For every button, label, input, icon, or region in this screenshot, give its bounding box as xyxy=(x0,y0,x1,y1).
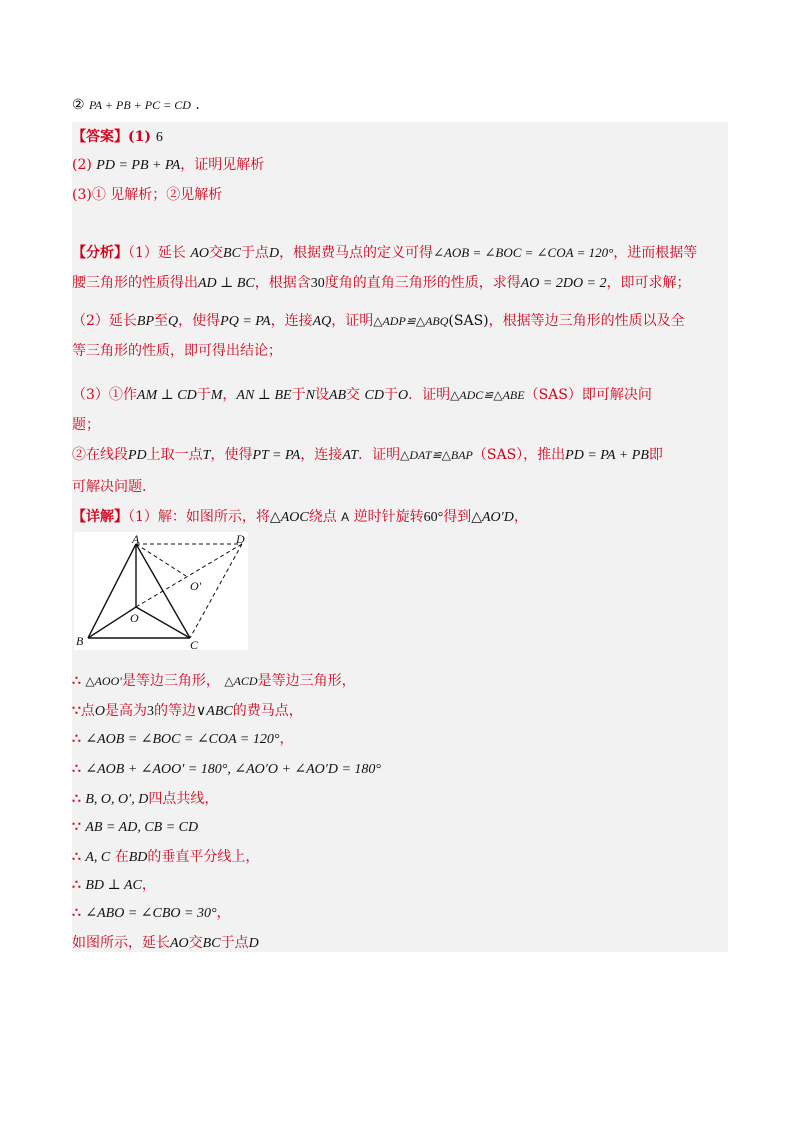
math: O xyxy=(94,704,106,719)
math: PD xyxy=(128,448,147,463)
answer-line-3 xyxy=(72,184,222,206)
label-A: A xyxy=(132,532,140,546)
answer-tag: 【答案】 xyxy=(72,129,128,145)
because-symbol: ∵ xyxy=(72,819,81,835)
math: ∠AOB = ∠BOC = ∠COA = 120° xyxy=(433,245,614,260)
label-O-prime: O′ xyxy=(190,579,202,593)
text: ，即可求解； xyxy=(606,275,691,291)
text: 交 xyxy=(346,387,361,403)
therefore-symbol: ∴ xyxy=(72,673,81,689)
label-B: B xyxy=(76,634,84,648)
text: 是等边三角形， xyxy=(121,673,220,689)
math: AO xyxy=(190,246,210,261)
therefore-symbol: ∴ xyxy=(72,731,81,747)
text: ， xyxy=(216,905,231,921)
because-symbol: ∵ xyxy=(72,703,81,719)
text: 交 xyxy=(209,245,224,261)
segment-AO1 xyxy=(136,544,186,576)
text: （1）延长 xyxy=(128,245,186,261)
text: 于点 xyxy=(240,245,269,261)
label-C: C xyxy=(190,638,199,650)
analysis-tag: 【分析】 xyxy=(72,245,128,261)
segment-AB xyxy=(88,544,136,638)
text: A xyxy=(341,510,350,524)
math: B, O, O′, D xyxy=(85,792,149,807)
proof-line-6 xyxy=(72,816,198,839)
analysis-line-4 xyxy=(72,340,282,362)
text: ②在线段 xyxy=(72,447,128,463)
analysis-line-8 xyxy=(72,476,146,498)
math: △ADC≌△ABE xyxy=(450,388,525,402)
text: ，根据含 xyxy=(254,275,311,291)
text: ， xyxy=(141,877,156,893)
analysis-line-6 xyxy=(72,414,100,436)
detail-line-1 xyxy=(72,506,528,529)
analysis-line-1 xyxy=(72,242,697,265)
text: 在 xyxy=(114,849,129,865)
text: （SAS），推出 xyxy=(472,447,566,463)
math: AD ⊥ BC xyxy=(198,276,255,291)
text: ， xyxy=(513,509,528,525)
text: 于点 xyxy=(220,935,249,951)
answer-text: (3)① 见解析；②见解析 xyxy=(72,187,223,203)
text: 逆时针旋转 xyxy=(353,509,424,525)
formula: PA + PB + PC = CD xyxy=(89,98,191,112)
analysis-line-5 xyxy=(72,384,652,407)
text: 腰三角形的性质得出 xyxy=(72,275,198,291)
proof-line-3 xyxy=(72,728,293,751)
answer-value: 6 xyxy=(155,130,163,145)
text: ，使得 xyxy=(210,447,253,463)
math: AB xyxy=(328,388,347,403)
detail-tag: 【详解】 xyxy=(72,509,128,525)
math: AB = AD, CB = CD xyxy=(85,820,199,835)
analysis-line-2 xyxy=(72,272,691,295)
math: T xyxy=(202,448,211,463)
math: BP xyxy=(136,314,155,329)
text: ，连接 xyxy=(270,313,313,329)
math: PD = PA + PB xyxy=(565,448,649,463)
text: ，根据等边三角形的性质以及全 xyxy=(488,313,685,329)
label-O: O xyxy=(130,611,139,625)
text: 如图所示，延长 xyxy=(72,935,170,951)
math: 60° xyxy=(423,510,444,525)
answer-text: ，证明见解析 xyxy=(180,157,265,173)
math: △AOC xyxy=(269,510,309,525)
text: 上取一点 xyxy=(146,447,203,463)
text: 即 xyxy=(648,447,663,463)
math: ∠AOB = ∠BOC = ∠COA = 120° xyxy=(85,732,280,747)
math: 30 xyxy=(310,276,325,291)
text: 的等边 xyxy=(154,703,197,719)
therefore-symbol: ∴ xyxy=(72,877,81,893)
text: 于 xyxy=(383,387,398,403)
math: O xyxy=(397,388,409,403)
answer-line-1 xyxy=(72,126,163,149)
analysis-line-7 xyxy=(72,444,663,467)
math: ∨ABC xyxy=(196,704,233,719)
math: BD ⊥ AC xyxy=(85,878,142,893)
text: 得到 xyxy=(443,509,472,525)
proof-line-7 xyxy=(72,846,259,869)
math: BC xyxy=(202,936,221,951)
text: 绕点 xyxy=(308,509,337,525)
text: 是等边三角形， xyxy=(257,673,356,689)
math: A, C xyxy=(85,850,111,865)
math: PT = PA xyxy=(252,448,301,463)
math: △AOO′ xyxy=(85,674,122,688)
text: 等三角形的性质，即可得出结论； xyxy=(72,343,282,359)
math: △ACD xyxy=(224,674,258,688)
math: △AO′D xyxy=(471,510,514,525)
proof-line-1 xyxy=(72,670,356,692)
text: 题； xyxy=(72,417,100,433)
text: 的费马点， xyxy=(232,703,303,719)
proof-line-4 xyxy=(72,758,381,781)
text: ，进而根据等 xyxy=(613,245,698,261)
text: 于 xyxy=(196,387,211,403)
triangle-diagram xyxy=(74,532,248,650)
text: 的垂直平分线上， xyxy=(147,849,260,865)
math: AQ xyxy=(312,314,332,329)
math: BC xyxy=(223,246,241,261)
math: AO = 2DO = 2 xyxy=(520,276,607,291)
text: ，根据费马点的定义可得 xyxy=(279,245,434,261)
math: D xyxy=(248,936,259,951)
text: 至 xyxy=(154,313,169,329)
label-D: D xyxy=(236,532,245,546)
therefore-symbol: ∴ xyxy=(72,849,81,865)
text: ， xyxy=(279,731,294,747)
therefore-symbol: ∴ xyxy=(72,761,81,777)
math: 3 xyxy=(147,704,155,719)
math: AT xyxy=(342,448,359,463)
proof-line-10 xyxy=(72,932,259,955)
answer-number: (1) xyxy=(128,129,151,145)
text: 度角的直角三角形的性质，求得 xyxy=(324,275,521,291)
text: （3）①作 xyxy=(72,387,137,403)
segment-OD xyxy=(136,544,242,607)
text: 点 xyxy=(80,703,95,719)
text: （1）解：如图所示，将 xyxy=(128,509,270,525)
circled-marker: ② xyxy=(72,97,85,113)
answer-formula: PD = PB + PA xyxy=(96,158,181,173)
item-2-line xyxy=(72,94,200,116)
period: . xyxy=(195,97,200,113)
text: ，使得 xyxy=(178,313,221,329)
math: CD xyxy=(364,388,384,403)
therefore-symbol: ∴ xyxy=(72,791,81,807)
text: ．证明 xyxy=(408,387,451,403)
therefore-symbol: ∴ xyxy=(72,905,81,921)
math: AM ⊥ CD xyxy=(136,388,197,403)
math: BD xyxy=(128,850,148,865)
math: △DAT≌△BAP xyxy=(400,448,473,462)
math: N xyxy=(305,388,315,403)
math: AO xyxy=(170,936,189,951)
proof-line-5 xyxy=(72,788,218,811)
geometry-figure xyxy=(74,532,248,650)
proof-line-9 xyxy=(72,902,231,925)
math: PQ = PA xyxy=(220,314,271,329)
text: ，连接 xyxy=(300,447,343,463)
text: (SAS) xyxy=(448,313,489,329)
text: 四点共线， xyxy=(148,791,219,807)
proof-line-8 xyxy=(72,874,156,897)
text: ， xyxy=(222,387,237,403)
text: （2）延长 xyxy=(72,313,137,329)
text: 是高为 xyxy=(105,703,148,719)
math: Q xyxy=(168,314,179,329)
math: ∠ABO = ∠CBO = 30° xyxy=(85,906,217,921)
math: ∠AOB + ∠AOO′ = 180°, ∠AO′O + ∠AO′D = 180° xyxy=(85,762,382,777)
text: 设 xyxy=(314,387,329,403)
answer-number: (2) xyxy=(72,157,92,173)
proof-line-2 xyxy=(72,700,303,723)
text: ，证明 xyxy=(331,313,374,329)
math: M xyxy=(210,388,223,403)
text: 交 xyxy=(188,935,203,951)
math: AN ⊥ BE xyxy=(236,388,292,403)
analysis-line-3 xyxy=(72,310,685,333)
math: △ADP≌△ABQ xyxy=(373,314,449,328)
text: 于 xyxy=(291,387,306,403)
math: D xyxy=(268,246,280,261)
text: ．证明 xyxy=(358,447,401,463)
text: 可解决问题. xyxy=(72,479,147,495)
answer-line-2 xyxy=(72,154,264,177)
text: （SAS）即可解决问 xyxy=(524,387,652,403)
